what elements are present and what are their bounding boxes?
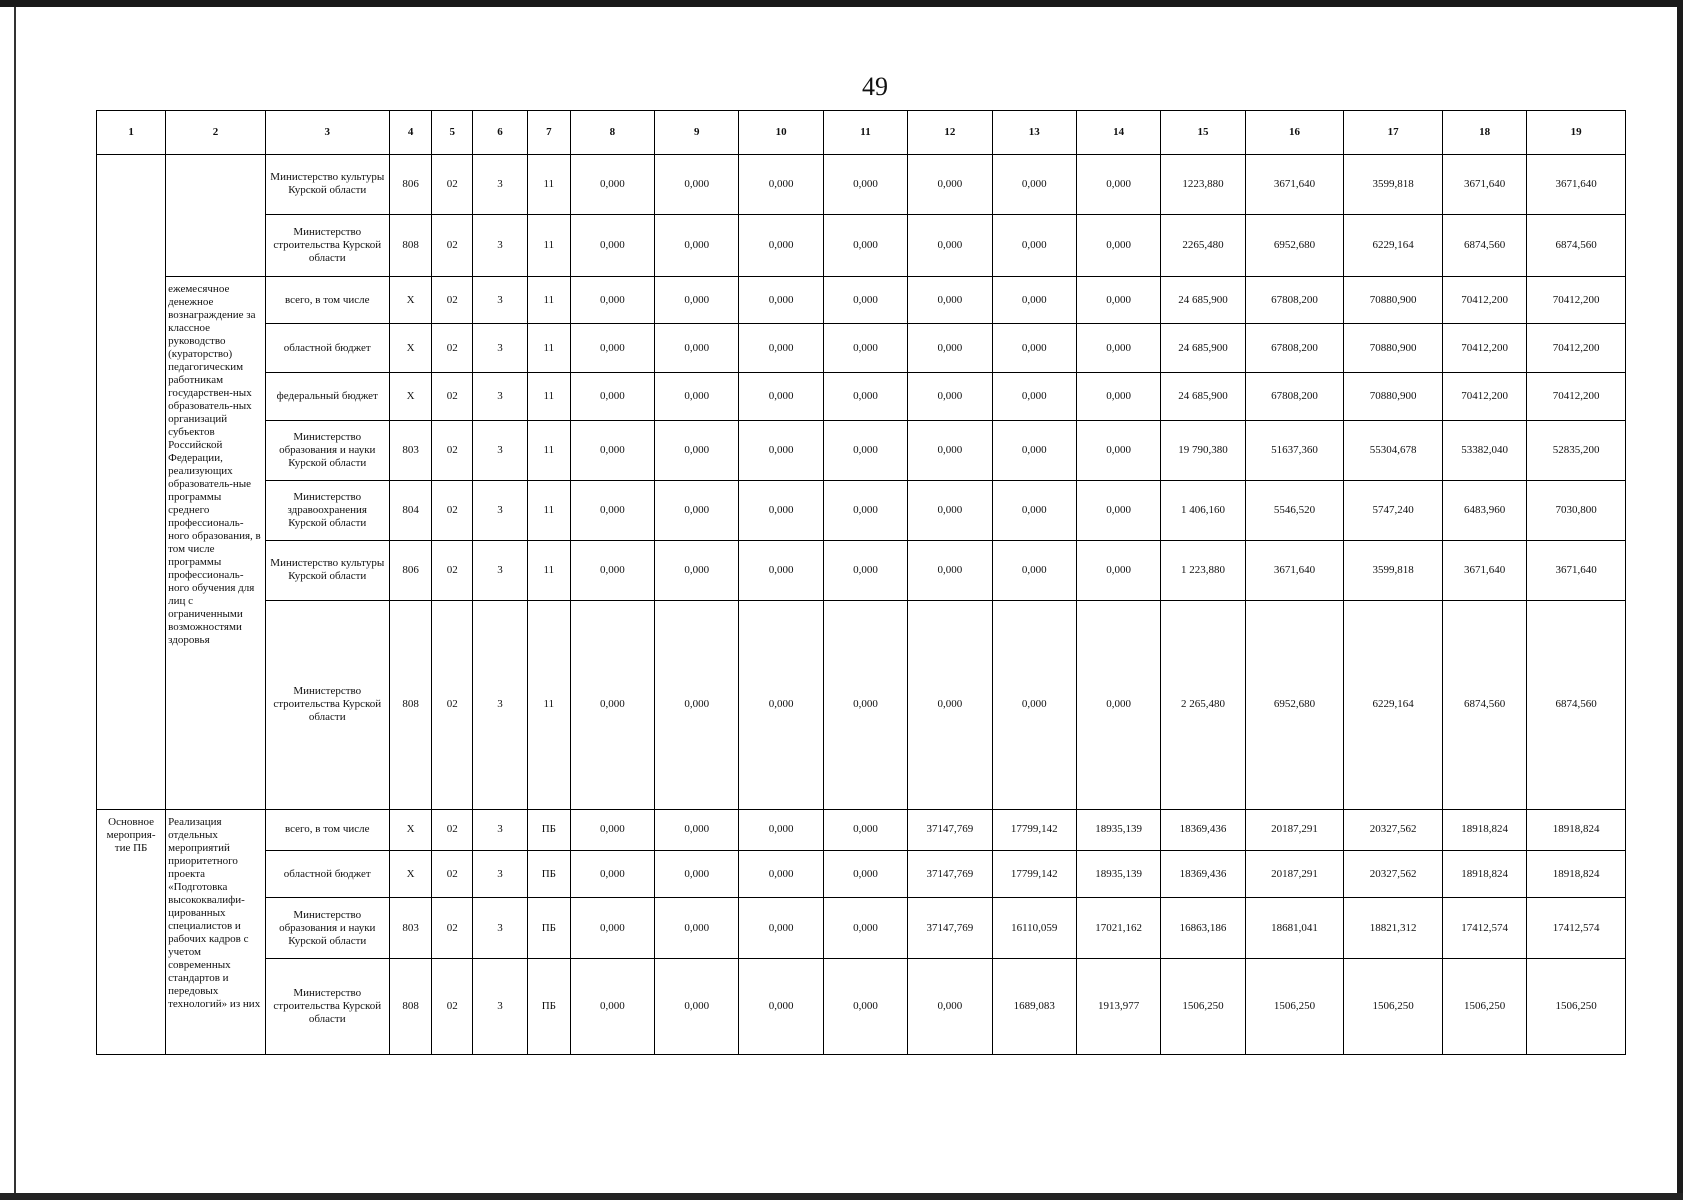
- table-row: [97, 851, 1626, 898]
- cell-value: 0,000: [655, 155, 739, 215]
- cell-value: 0,000: [908, 324, 992, 373]
- cell-value: 1223,880: [1161, 155, 1245, 215]
- cell-value: 0,000: [823, 277, 907, 324]
- cell-value: 20327,562: [1344, 809, 1443, 851]
- cell-code: 11: [528, 480, 571, 541]
- cell-value: 6483,960: [1442, 480, 1526, 541]
- cell-value: 0,000: [823, 809, 907, 851]
- measure-description: ежемесячное денежное вознаграждение за классное руководство (кураторство) педагогическим работникам государствен-ных образователь-ных организаций субъектов Российской Федерации, реализующих образователь-ные программы среднего профессиональ-ного образования, в том числе программы профессиональ-ного обучения для лиц с ограниченными возможностями здоровья: [166, 277, 266, 809]
- cell-value: 0,000: [739, 898, 823, 959]
- cell-code: 3: [473, 600, 528, 809]
- cell-code: 3: [473, 541, 528, 601]
- cell-value: 37147,769: [908, 851, 992, 898]
- cell-value: 17412,574: [1527, 898, 1626, 959]
- cell-value: 0,000: [739, 480, 823, 541]
- cell-value: 67808,200: [1245, 373, 1344, 421]
- cell-value: 67808,200: [1245, 277, 1344, 324]
- cell-code: 02: [432, 155, 473, 215]
- cell-value: 0,000: [739, 373, 823, 421]
- cell-value: 0,000: [739, 155, 823, 215]
- cell-value: 6952,680: [1245, 600, 1344, 809]
- cell-code: 3: [473, 421, 528, 481]
- header-cell: 3: [265, 111, 389, 155]
- header-cell: 14: [1076, 111, 1160, 155]
- header-cell: 4: [389, 111, 432, 155]
- cell-code: 11: [528, 373, 571, 421]
- cell-value: 0,000: [823, 421, 907, 481]
- cell-value: 1506,250: [1344, 958, 1443, 1054]
- cell-value: 3599,818: [1344, 155, 1443, 215]
- cell-recipient: областной бюджет: [265, 324, 389, 373]
- cell-value: 6874,560: [1527, 214, 1626, 277]
- cell-code: 3: [473, 277, 528, 324]
- cell-code: 11: [528, 277, 571, 324]
- cell-code: 02: [432, 958, 473, 1054]
- cell-code: 11: [528, 214, 571, 277]
- cell-value: 6874,560: [1527, 600, 1626, 809]
- cell-code: 02: [432, 373, 473, 421]
- cell-value: 0,000: [908, 214, 992, 277]
- cell-value: 0,000: [655, 541, 739, 601]
- cell-value: 24 685,900: [1161, 277, 1245, 324]
- cell-value: 6229,164: [1344, 600, 1443, 809]
- header-cell: 16: [1245, 111, 1344, 155]
- cell-value: 2 265,480: [1161, 600, 1245, 809]
- cell-value: 1506,250: [1527, 958, 1626, 1054]
- cell-value: 0,000: [739, 600, 823, 809]
- cell-recipient: Министерство строительства Курской области: [265, 214, 389, 277]
- cell-value: 0,000: [739, 421, 823, 481]
- header-cell: 2: [166, 111, 266, 155]
- cell-code: 3: [473, 373, 528, 421]
- cell-value: 0,000: [739, 214, 823, 277]
- cell-code: 02: [432, 809, 473, 851]
- cell-value: 18918,824: [1442, 809, 1526, 851]
- cell-value: 0,000: [992, 373, 1076, 421]
- cell-value: 18935,139: [1076, 809, 1160, 851]
- cell-value: 0,000: [1076, 373, 1160, 421]
- cell-value: 6229,164: [1344, 214, 1443, 277]
- header-cell: 10: [739, 111, 823, 155]
- cell-value: 0,000: [823, 958, 907, 1054]
- cell-value: 18918,824: [1442, 851, 1526, 898]
- cell-value: 55304,678: [1344, 421, 1443, 481]
- header-cell: 13: [992, 111, 1076, 155]
- cell-value: 70412,200: [1527, 277, 1626, 324]
- cell-value: 0,000: [992, 541, 1076, 601]
- cell-value: 0,000: [908, 600, 992, 809]
- cell-code: 11: [528, 541, 571, 601]
- cell-code: Х: [389, 809, 432, 851]
- cell-code: ПБ: [528, 809, 571, 851]
- cell-value: 0,000: [1076, 155, 1160, 215]
- cell-code: 02: [432, 324, 473, 373]
- header-cell: 8: [570, 111, 654, 155]
- scan-border-bottom: [0, 1193, 1683, 1200]
- cell-value: 0,000: [570, 480, 654, 541]
- cell-value: 0,000: [1076, 214, 1160, 277]
- cell-value: 6874,560: [1442, 600, 1526, 809]
- cell-recipient: всего, в том числе: [265, 809, 389, 851]
- cell-value: 0,000: [908, 958, 992, 1054]
- table-row: [97, 155, 1626, 215]
- cell-value: 0,000: [655, 958, 739, 1054]
- table-row: [97, 324, 1626, 373]
- cell-value: 70880,900: [1344, 277, 1443, 324]
- header-row: [97, 111, 1626, 155]
- cell-value: 0,000: [992, 277, 1076, 324]
- cell-value: 0,000: [739, 958, 823, 1054]
- cell-value: 0,000: [1076, 600, 1160, 809]
- cell-value: 0,000: [570, 277, 654, 324]
- cell-code: ПБ: [528, 958, 571, 1054]
- cell-code: 3: [473, 324, 528, 373]
- table-row: [97, 480, 1626, 541]
- cell-value: 18935,139: [1076, 851, 1160, 898]
- table-row: [97, 421, 1626, 481]
- cell-value: 0,000: [823, 600, 907, 809]
- cell-value: 52835,200: [1527, 421, 1626, 481]
- cell-value: 20187,291: [1245, 809, 1344, 851]
- cell-value: 0,000: [823, 373, 907, 421]
- cell-value: 2265,480: [1161, 214, 1245, 277]
- cell-value: 20327,562: [1344, 851, 1443, 898]
- cell-recipient: Министерство строительства Курской области: [265, 958, 389, 1054]
- cell-value: 19 790,380: [1161, 421, 1245, 481]
- cell-recipient: всего, в том числе: [265, 277, 389, 324]
- cell-value: 3671,640: [1442, 155, 1526, 215]
- cell-value: 0,000: [570, 214, 654, 277]
- cell-value: 70880,900: [1344, 324, 1443, 373]
- cell-recipient: областной бюджет: [265, 851, 389, 898]
- cell-code: 02: [432, 541, 473, 601]
- cell-value: 0,000: [823, 214, 907, 277]
- cell-value: 0,000: [992, 421, 1076, 481]
- measure-label: Основное мероприя-тие ПБ: [97, 809, 166, 1054]
- cell-value: 0,000: [823, 898, 907, 959]
- table-row: [97, 958, 1626, 1054]
- cell-value: 70412,200: [1442, 277, 1526, 324]
- cell-code: 803: [389, 421, 432, 481]
- cell-code: 02: [432, 277, 473, 324]
- cell-code: 02: [432, 600, 473, 809]
- cell-value: 0,000: [908, 480, 992, 541]
- cell-value: 3671,640: [1245, 541, 1344, 601]
- cell-value: 17021,162: [1076, 898, 1160, 959]
- table-row: [97, 214, 1626, 277]
- cell-value: 0,000: [655, 324, 739, 373]
- cell-value: 0,000: [908, 541, 992, 601]
- budget-table: [96, 110, 1626, 1055]
- cell-recipient: Министерство культуры Курской области: [265, 541, 389, 601]
- cell-value: 0,000: [992, 324, 1076, 373]
- cell-code: 3: [473, 958, 528, 1054]
- cell-value: 24 685,900: [1161, 324, 1245, 373]
- cell-recipient: Министерство строительства Курской области: [265, 600, 389, 809]
- cell-value: 0,000: [908, 373, 992, 421]
- cell-code: 02: [432, 214, 473, 277]
- cell-value: 0,000: [1076, 277, 1160, 324]
- cell-value: 16110,059: [992, 898, 1076, 959]
- cell-value: 0,000: [570, 324, 654, 373]
- cell-value: 17412,574: [1442, 898, 1526, 959]
- cell-code: 804: [389, 480, 432, 541]
- cell-value: 0,000: [570, 898, 654, 959]
- cell-value: 0,000: [1076, 541, 1160, 601]
- scan-border-right: [1677, 0, 1683, 1200]
- cell-value: 5546,520: [1245, 480, 1344, 541]
- cell-value: 0,000: [1076, 324, 1160, 373]
- cell-value: 18918,824: [1527, 851, 1626, 898]
- cell-value: 0,000: [739, 851, 823, 898]
- cell-value: 0,000: [908, 277, 992, 324]
- table-row: [97, 898, 1626, 959]
- header-cell: 11: [823, 111, 907, 155]
- cell-code: 02: [432, 898, 473, 959]
- cell-value: 1 223,880: [1161, 541, 1245, 601]
- header-cell: 5: [432, 111, 473, 155]
- cell-code: Х: [389, 373, 432, 421]
- cell-value: 0,000: [992, 214, 1076, 277]
- cell-value: 6952,680: [1245, 214, 1344, 277]
- cell-value: 0,000: [655, 600, 739, 809]
- cell-value: 18918,824: [1527, 809, 1626, 851]
- cell-value: 70412,200: [1442, 324, 1526, 373]
- header-cell: 17: [1344, 111, 1443, 155]
- cell-col1-blank: [97, 155, 166, 810]
- cell-code: 3: [473, 898, 528, 959]
- cell-value: 0,000: [655, 214, 739, 277]
- table-row: [97, 809, 1626, 851]
- cell-value: 1506,250: [1245, 958, 1344, 1054]
- cell-code: 3: [473, 851, 528, 898]
- cell-value: 18369,436: [1161, 809, 1245, 851]
- cell-code: Х: [389, 277, 432, 324]
- cell-value: 0,000: [823, 851, 907, 898]
- header-cell: 6: [473, 111, 528, 155]
- cell-value: 0,000: [992, 155, 1076, 215]
- cell-code: 808: [389, 214, 432, 277]
- scan-border-top: [0, 0, 1683, 7]
- header-cell: 7: [528, 111, 571, 155]
- cell-value: 0,000: [739, 277, 823, 324]
- cell-value: 70412,200: [1527, 373, 1626, 421]
- cell-recipient: федеральный бюджет: [265, 373, 389, 421]
- scan-border-left: [14, 7, 16, 1197]
- cell-value: 18681,041: [1245, 898, 1344, 959]
- cell-value: 0,000: [655, 277, 739, 324]
- page-number: 49: [862, 72, 888, 101]
- cell-value: 1506,250: [1161, 958, 1245, 1054]
- cell-value: 0,000: [570, 373, 654, 421]
- cell-value: 0,000: [570, 600, 654, 809]
- cell-value: 0,000: [992, 600, 1076, 809]
- cell-recipient: Министерство образования и науки Курской области: [265, 898, 389, 959]
- cell-value: 0,000: [655, 480, 739, 541]
- cell-value: 70880,900: [1344, 373, 1443, 421]
- cell-value: 7030,800: [1527, 480, 1626, 541]
- cell-value: 1913,977: [1076, 958, 1160, 1054]
- cell-value: 0,000: [823, 324, 907, 373]
- cell-value: 16863,186: [1161, 898, 1245, 959]
- cell-value: 1506,250: [1442, 958, 1526, 1054]
- cell-value: 0,000: [992, 480, 1076, 541]
- cell-value: 0,000: [570, 958, 654, 1054]
- cell-code: 3: [473, 809, 528, 851]
- cell-col2-blank: [166, 155, 266, 277]
- cell-value: 0,000: [655, 898, 739, 959]
- cell-code: 806: [389, 155, 432, 215]
- cell-value: 0,000: [655, 851, 739, 898]
- cell-value: 0,000: [1076, 480, 1160, 541]
- cell-value: 0,000: [570, 809, 654, 851]
- cell-value: 0,000: [908, 155, 992, 215]
- cell-code: Х: [389, 324, 432, 373]
- cell-value: 0,000: [655, 809, 739, 851]
- table-row: [97, 277, 1626, 324]
- cell-value: 0,000: [655, 373, 739, 421]
- cell-value: 37147,769: [908, 809, 992, 851]
- cell-code: 11: [528, 155, 571, 215]
- cell-value: 17799,142: [992, 809, 1076, 851]
- cell-code: 3: [473, 155, 528, 215]
- cell-value: 0,000: [823, 155, 907, 215]
- cell-value: 0,000: [823, 541, 907, 601]
- cell-code: 3: [473, 480, 528, 541]
- header-cell: 9: [655, 111, 739, 155]
- cell-value: 0,000: [1076, 421, 1160, 481]
- cell-value: 0,000: [570, 155, 654, 215]
- cell-value: 24 685,900: [1161, 373, 1245, 421]
- cell-value: 3671,640: [1442, 541, 1526, 601]
- cell-code: 11: [528, 324, 571, 373]
- cell-value: 3671,640: [1245, 155, 1344, 215]
- cell-value: 6874,560: [1442, 214, 1526, 277]
- cell-value: 17799,142: [992, 851, 1076, 898]
- cell-code: Х: [389, 851, 432, 898]
- table-row: [97, 373, 1626, 421]
- cell-value: 37147,769: [908, 898, 992, 959]
- cell-code: 808: [389, 600, 432, 809]
- cell-value: 0,000: [570, 851, 654, 898]
- cell-recipient: Министерство культуры Курской области: [265, 155, 389, 215]
- header-cell: 12: [908, 111, 992, 155]
- cell-code: 11: [528, 600, 571, 809]
- cell-code: 3: [473, 214, 528, 277]
- cell-value: 70412,200: [1442, 373, 1526, 421]
- table-row: [97, 600, 1626, 809]
- measure-description: Реализация отдельных мероприятий приоритетного проекта «Подготовка высококвалифи-цированных специалистов и рабочих кадров с учетом современных стандартов и передовых технологий» из них: [166, 809, 266, 1054]
- cell-recipient: Министерство образования и науки Курской области: [265, 421, 389, 481]
- cell-value: 0,000: [570, 541, 654, 601]
- cell-value: 70412,200: [1527, 324, 1626, 373]
- header-cell: 15: [1161, 111, 1245, 155]
- cell-value: 0,000: [570, 421, 654, 481]
- cell-value: 5747,240: [1344, 480, 1443, 541]
- cell-value: 0,000: [823, 480, 907, 541]
- cell-value: 1 406,160: [1161, 480, 1245, 541]
- cell-value: 3671,640: [1527, 541, 1626, 601]
- cell-value: 3671,640: [1527, 155, 1626, 215]
- cell-code: ПБ: [528, 851, 571, 898]
- cell-value: 0,000: [655, 421, 739, 481]
- cell-recipient: Министерство здравоохранения Курской области: [265, 480, 389, 541]
- cell-code: 808: [389, 958, 432, 1054]
- table-row: [97, 541, 1626, 601]
- cell-value: 0,000: [739, 324, 823, 373]
- cell-value: 0,000: [739, 541, 823, 601]
- header-cell: 1: [97, 111, 166, 155]
- cell-value: 51637,360: [1245, 421, 1344, 481]
- cell-value: 20187,291: [1245, 851, 1344, 898]
- cell-code: ПБ: [528, 898, 571, 959]
- header-cell: 19: [1527, 111, 1626, 155]
- cell-code: 806: [389, 541, 432, 601]
- cell-code: 02: [432, 480, 473, 541]
- cell-value: 67808,200: [1245, 324, 1344, 373]
- cell-code: 02: [432, 421, 473, 481]
- cell-value: 3599,818: [1344, 541, 1443, 601]
- cell-code: 803: [389, 898, 432, 959]
- header-cell: 18: [1442, 111, 1526, 155]
- cell-code: 02: [432, 851, 473, 898]
- cell-value: 0,000: [739, 809, 823, 851]
- cell-value: 18821,312: [1344, 898, 1443, 959]
- cell-value: 1689,083: [992, 958, 1076, 1054]
- cell-value: 53382,040: [1442, 421, 1526, 481]
- cell-value: 0,000: [908, 421, 992, 481]
- cell-value: 18369,436: [1161, 851, 1245, 898]
- cell-code: 11: [528, 421, 571, 481]
